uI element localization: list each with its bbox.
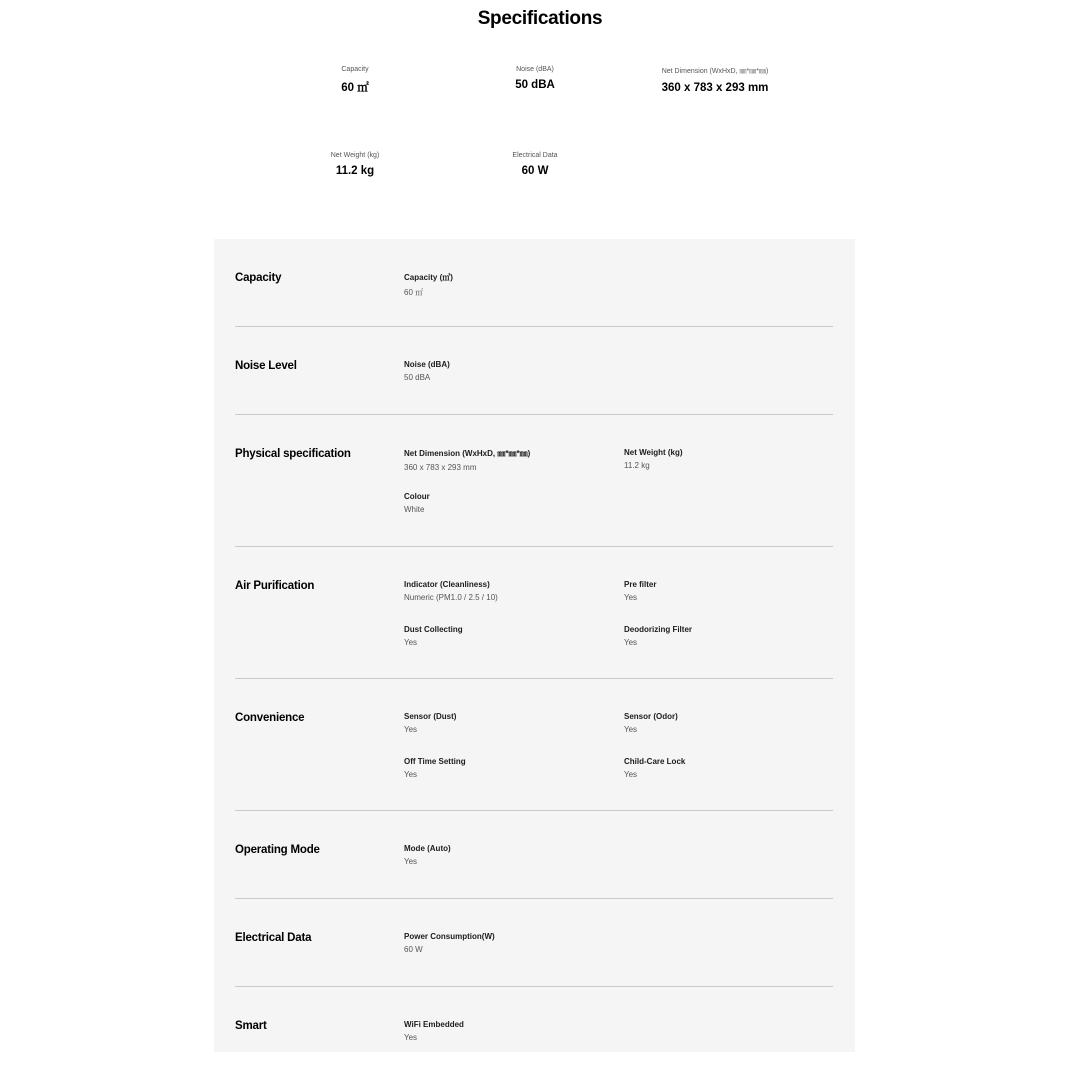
section-title: Convenience xyxy=(235,712,305,724)
spec-section-physical xyxy=(235,415,833,547)
spec-item xyxy=(624,712,824,734)
summary-weight xyxy=(255,152,455,177)
spec-value: Yes xyxy=(404,770,418,779)
spec-value: 50 dBA xyxy=(404,373,431,382)
section-title: Noise Level xyxy=(235,360,297,372)
spec-value: Yes xyxy=(404,725,418,734)
spec-value: 11.2 kg xyxy=(624,461,650,470)
spec-name: Deodorizing Filter xyxy=(624,625,692,634)
spec-value: Yes xyxy=(404,1033,418,1042)
summary-label: Net Dimension (WxHxD, ㎜*㎜*㎜) xyxy=(661,68,769,75)
spec-name: Noise (dBA) xyxy=(404,360,450,369)
spec-item xyxy=(404,448,604,472)
spec-item xyxy=(624,625,824,647)
spec-item xyxy=(404,625,604,647)
summary-noise xyxy=(435,66,635,91)
spec-name: Dust Collecting xyxy=(404,625,463,634)
spec-name: Colour xyxy=(404,492,430,501)
spec-value: Numeric (PM1.0 / 2.5 / 10) xyxy=(404,593,498,602)
spec-value: Yes xyxy=(624,725,638,734)
summary-dimension xyxy=(615,66,815,94)
page-title: Specifications xyxy=(477,8,603,29)
summary-value: 60 W xyxy=(521,165,549,177)
spec-name: Child-Care Lock xyxy=(624,757,686,766)
spec-name: Mode (Auto) xyxy=(404,844,451,853)
spec-item xyxy=(404,757,604,779)
spec-value: 60 ㎡ xyxy=(404,288,424,297)
spec-item xyxy=(404,360,604,382)
spec-section-air-purification xyxy=(235,547,833,679)
summary-value: 11.2 kg xyxy=(335,165,375,177)
spec-item xyxy=(404,712,604,734)
spec-item xyxy=(404,844,604,866)
spec-name: WiFi Embedded xyxy=(404,1020,464,1029)
summary-label: Net Weight (kg) xyxy=(330,152,380,159)
spec-name: Capacity (㎡) xyxy=(404,273,453,282)
spec-item xyxy=(624,757,824,779)
spec-section-operating-mode xyxy=(235,811,833,899)
summary-value: 60 ㎡ xyxy=(341,82,369,94)
section-title: Capacity xyxy=(235,272,282,284)
spec-name: Net Dimension (WxHxD, ㎜*㎜*㎜) xyxy=(404,449,531,458)
spec-value: Yes xyxy=(624,638,638,647)
section-title: Air Purification xyxy=(235,580,315,592)
spec-value: Yes xyxy=(404,638,418,647)
spec-value: 60 W xyxy=(404,945,423,954)
spec-section-smart xyxy=(235,987,833,1052)
spec-panel xyxy=(214,239,855,1052)
spec-name: Sensor (Dust) xyxy=(404,712,457,721)
spec-item xyxy=(404,492,604,514)
spec-name: Power Consumption(W) xyxy=(404,932,495,941)
spec-section-convenience xyxy=(235,679,833,811)
spec-name: Pre filter xyxy=(624,580,657,589)
spec-section-capacity xyxy=(235,239,833,327)
spec-item xyxy=(624,448,824,470)
section-title: Electrical Data xyxy=(235,932,312,944)
section-title: Operating Mode xyxy=(235,844,320,856)
summary-label: Noise (dBA) xyxy=(516,66,554,73)
spec-value: Yes xyxy=(624,770,638,779)
spec-value: Yes xyxy=(404,857,418,866)
spec-value: 360 x 783 x 293 mm xyxy=(404,463,477,472)
summary-value: 50 dBA xyxy=(515,79,555,91)
spec-item xyxy=(624,580,824,602)
summary-value: 360 x 783 x 293 mm xyxy=(661,82,769,94)
spec-name: Indicator (Cleanliness) xyxy=(404,580,490,589)
summary-label: Electrical Data xyxy=(512,152,558,159)
section-title: Physical specification xyxy=(235,448,351,460)
spec-item xyxy=(404,272,604,298)
spec-name: Off Time Setting xyxy=(404,757,466,766)
spec-section-noise-level xyxy=(235,327,833,415)
spec-name: Sensor (Odor) xyxy=(624,712,678,721)
summary-capacity xyxy=(255,66,455,95)
spec-item xyxy=(404,1020,604,1042)
spec-section-electrical-data xyxy=(235,899,833,987)
spec-value: Yes xyxy=(624,593,638,602)
spec-item xyxy=(404,932,604,954)
spec-item xyxy=(404,580,604,602)
summary-electrical xyxy=(435,152,635,177)
spec-name: Net Weight (kg) xyxy=(624,448,683,457)
section-title: Smart xyxy=(235,1020,267,1032)
spec-value: White xyxy=(404,505,425,514)
summary-label: Capacity xyxy=(341,66,369,73)
